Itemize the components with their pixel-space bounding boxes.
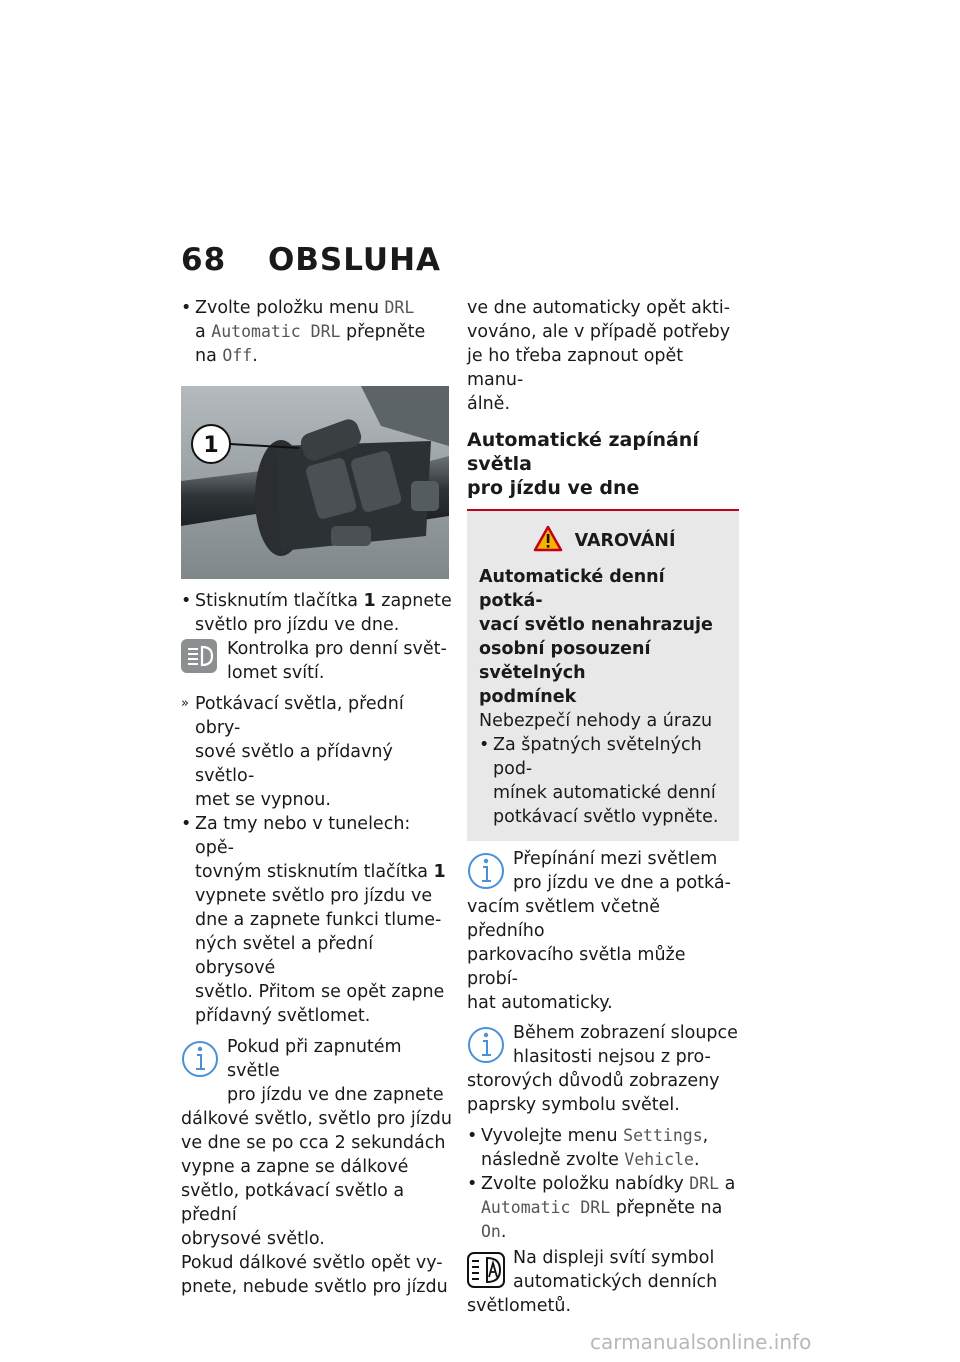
warning-hazard: Nebezpečí nehody a úrazu [479,711,713,731]
callout-label: 1 [203,433,219,458]
line: Zvolte položku menu DRL [195,298,415,318]
menu-code: Off [222,346,253,365]
warning-measure: • Za špatných světelných pod- mínek automatické denní potkávací světlo vypněte. [479,735,719,827]
menu-code: Automatic DRL [481,1198,611,1217]
page-header [181,242,441,278]
step-select-drl-off [181,296,453,368]
line: Stisknutím tlačítka 1 zapnete [195,591,452,611]
line: Zvolte položku nabídky DRL a [481,1174,736,1194]
line: následně zvolte Vehicle. [481,1150,700,1170]
info-note-volume: Během zobrazení sloupce hlasitosti nejsou z pro- storových důvodů zobrazeny paprsky symbolu světel. [467,1023,738,1115]
section-title: OBSLUHA [267,242,442,278]
result-note: » Potkávací světla, přední obry- sové světlo a přídavný světlo- met se vypnou. [181,694,404,810]
result-marker: » [181,696,189,711]
line: světlo pro jízdu ve dne. [195,615,400,635]
line: Vyvolejte menu Settings, [481,1126,709,1146]
step-tunnel: • Za tmy nebo v tunelech: opě- tovným stisknutím tlačítka 1 vypnete světlo pro jízdu ve dne a zapnete funkci tlume- ných světel a přední obrysové světlo. Přitom se opět zapne přídavný světlomet. [181,812,453,1028]
bullet: • [467,1126,478,1146]
continued-text: ve dne automaticky opět akti- vováno, ale v případě potřeby je ho třeba zapnout opět manu- álně. [467,298,731,414]
daytime-running-light-indicator-icon [181,639,217,680]
line: Automatic DRL přepněte na [481,1198,723,1218]
warning-box [467,511,739,841]
page-number: 68 [181,242,227,278]
step-press-button [181,589,453,637]
line: na Off. [195,346,258,366]
info-note-high-beam: Pokud při zapnutém světle pro jízdu ve dne zapnete dálkové světlo, světlo pro jízdu ve dne se po cca 2 sekundách vypne a zapne se dálkové světlo, potkávací světlo a přední obrysové světlo. Pokud dálkové světlo opět vy- pnete, nebude světlo pro jízdu [181,1037,452,1297]
step-open-settings [467,1124,739,1172]
info-icon [467,1025,505,1072]
left-column [181,296,453,1299]
menu-code: On [481,1222,501,1241]
info-icon [467,851,505,898]
bullet: • [181,814,192,834]
watermark: carmanualsonline.info [590,1330,812,1354]
right-column [467,296,739,1318]
warning-heading: Automatické denní potká- vací světlo nenahrazuje osobní posouzení světelných podmínek [479,567,713,707]
warning-triangle-icon [533,531,575,551]
bullet: • [181,298,192,318]
line: a Automatic DRL přepněte [195,322,426,342]
info-icon [181,1039,219,1086]
menu-code: Automatic DRL [211,322,341,341]
warning-title: VAROVÁNÍ [479,525,729,553]
menu-code: DRL [384,298,415,317]
display-note: Na displeji svítí symbol automatických denních světlometů. [467,1248,718,1316]
line: On. [481,1222,507,1242]
menu-code: Settings [623,1126,703,1145]
handlebar-switch-photo [181,386,449,579]
line: tovným stisknutím tlačítka 1 [195,862,446,882]
section-heading: Automatické zapínání světla pro jízdu ve dne [467,429,699,499]
indicator-note: Kontrolka pro denní svět- lomet svítí. [181,637,453,685]
auto-headlight-symbol-icon [467,1252,505,1295]
bullet: • [181,591,192,611]
bullet: • [479,735,490,755]
info-note-switching: Přepínání mezi světlem pro jízdu ve dne a potká- vacím světlem včetně předního parkovacího světla může probí- hat automaticky. [467,849,731,1013]
menu-code: DRL [689,1174,720,1193]
menu-code: Vehicle [624,1150,694,1169]
bullet: • [467,1174,478,1194]
step-select-drl-on [467,1172,739,1244]
